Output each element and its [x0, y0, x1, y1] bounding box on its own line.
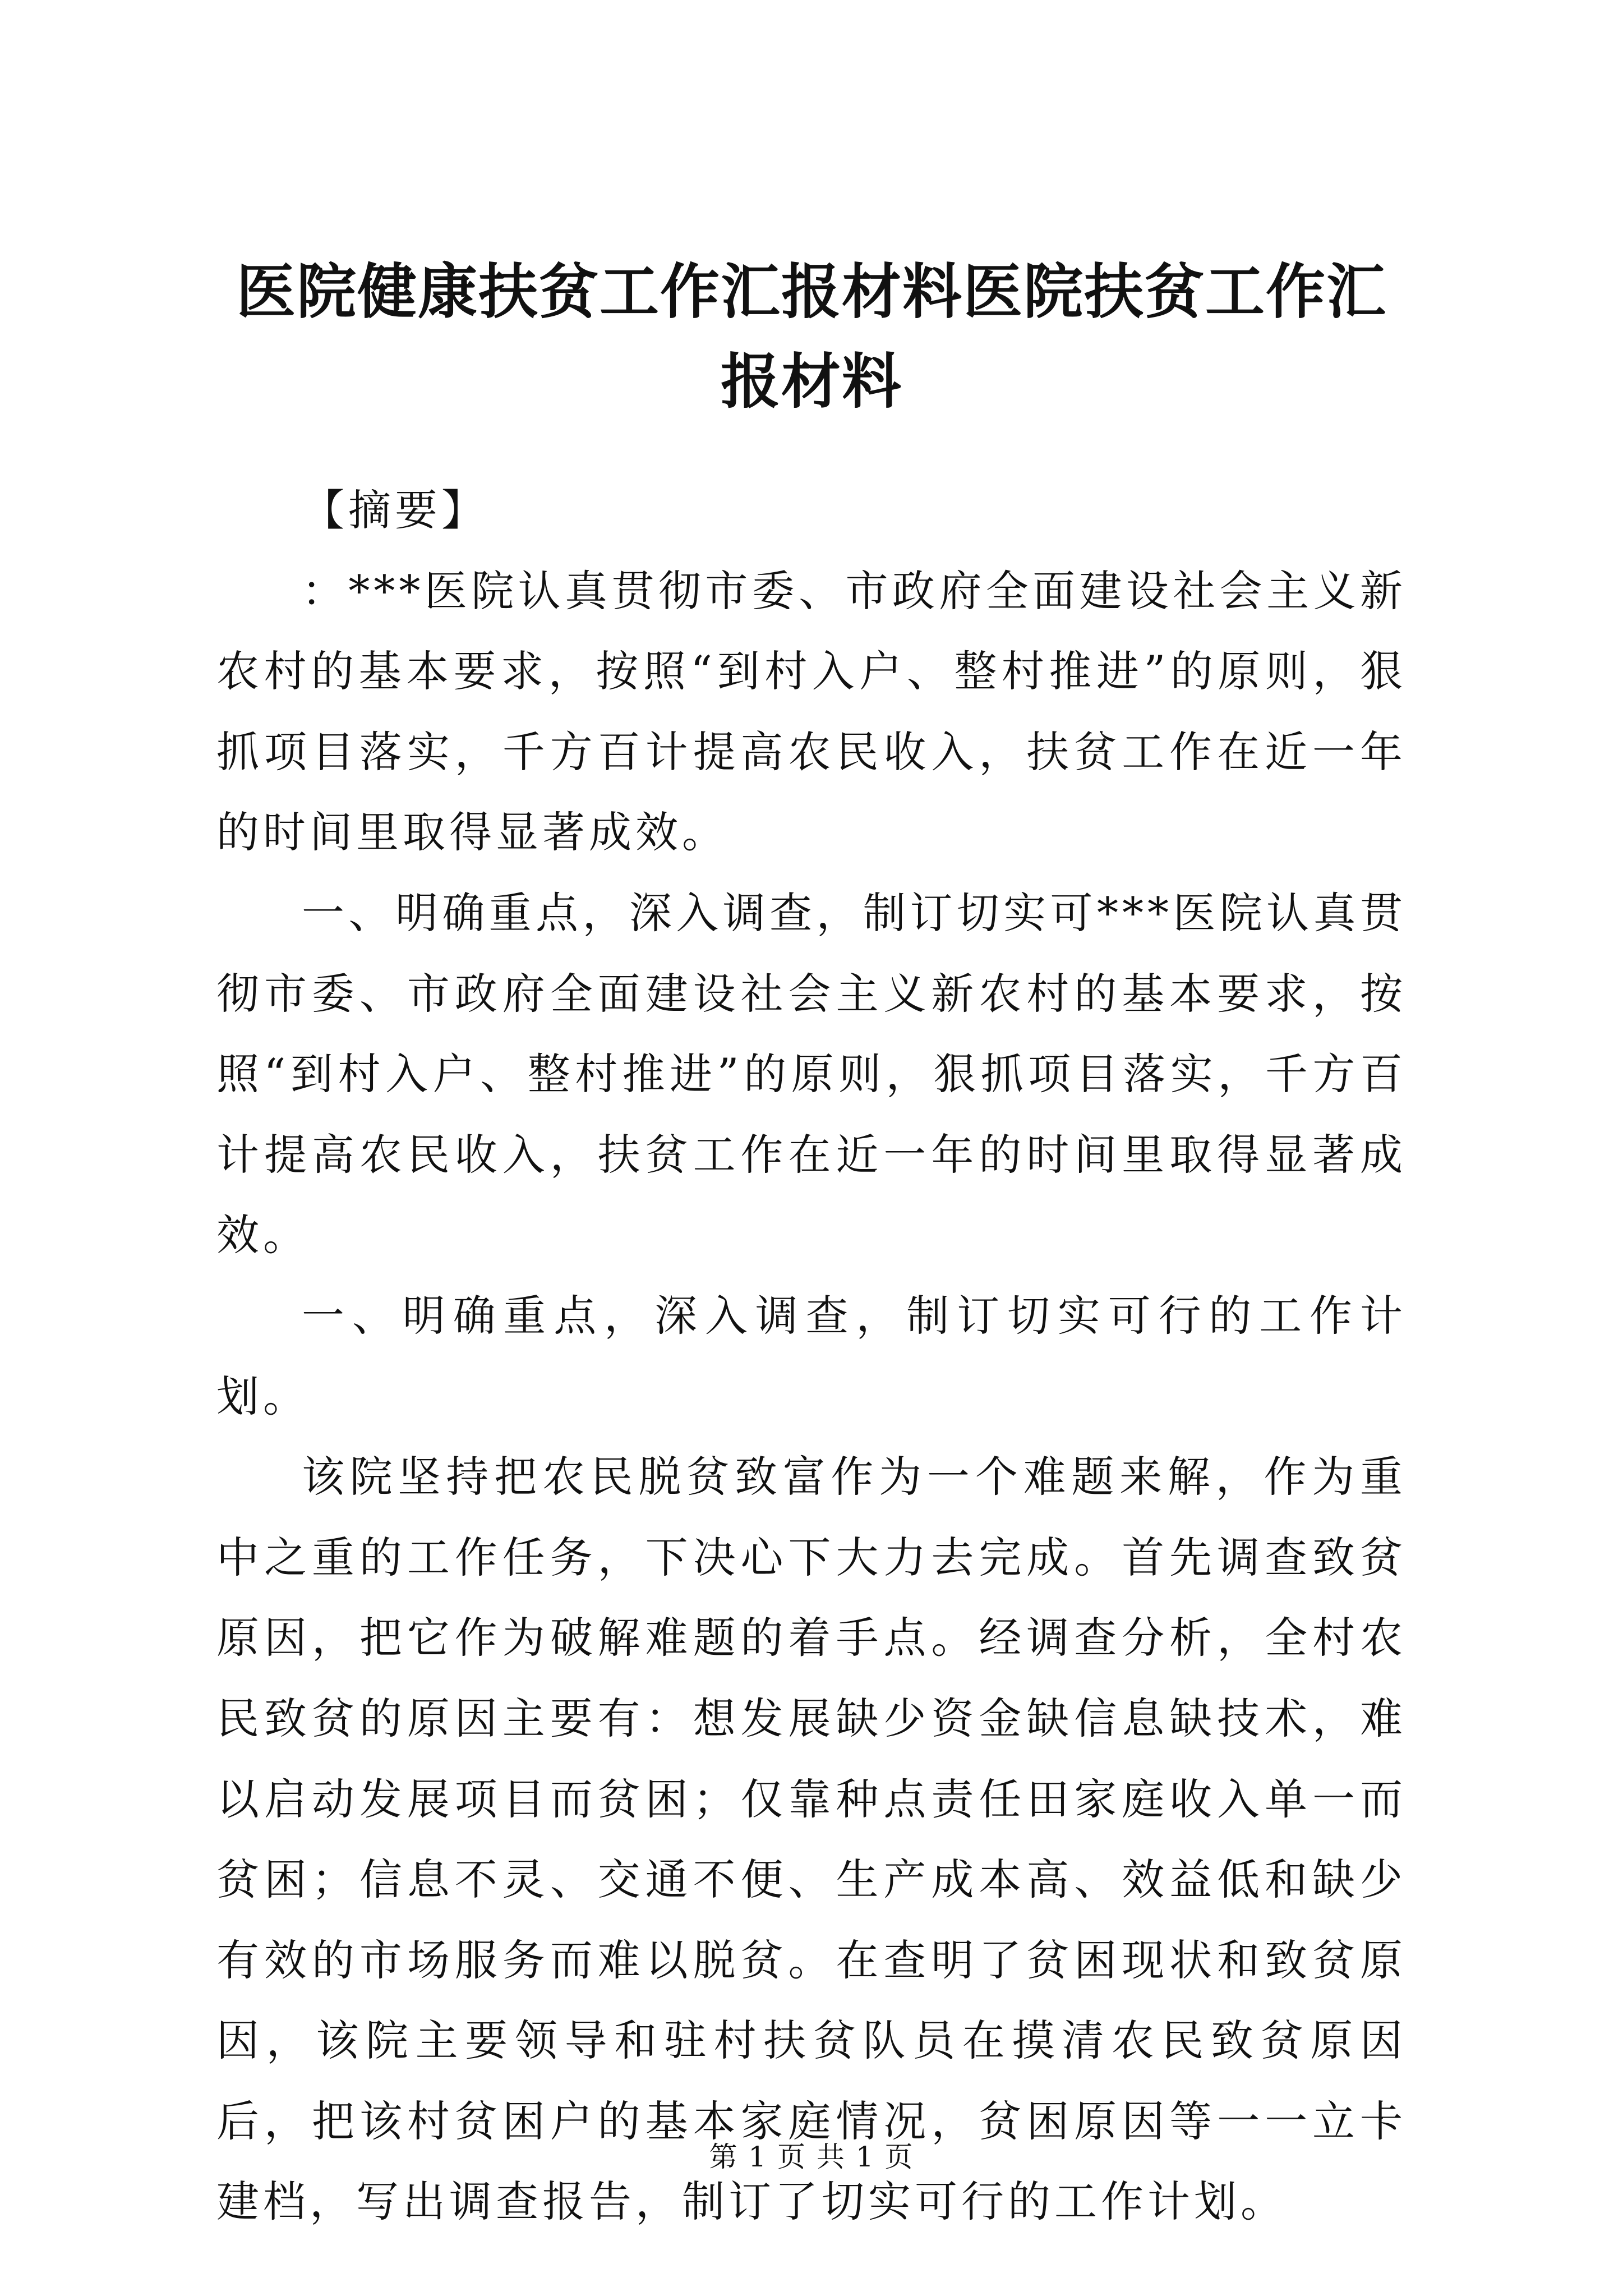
document-body: [216, 470, 1407, 2242]
page-footer: 第 1 页 共 1 页: [709, 2141, 914, 2173]
document-title: 医院健康扶贫工作汇报材料医院扶贫工作汇报材料: [236, 256, 1387, 416]
paragraph-investigation: 该院坚持把农民脱贫致富作为一个难题来解，作为重中之重的工作任务，下决心下大力去完成。首先调查致贫原因，把它作为破解难题的着手点。经调查分析，全村农民致贫的原因主要有：想发展缺少资金缺信息缺技术，难以启动发展项目而贫困；仅靠种点责任田家庭收入单一而贫困；信息不灵、交通不便、生产成本高、效益低和缺少有效的市场服务而难以脱贫。在查明了贫困现状和致贫原因，该院主要领导和驻村扶贫队员在摸清农民致贫原因后，把该村贫困户的基本家庭情况，贫困原因等一一立卡建档，写出调查报告，制订了切实可行的工作计划。: [216, 1452, 1407, 2227]
abstract-heading: 【摘要】: [302, 485, 488, 535]
paragraph-abstract: ：***医院认真贯彻市委、市政府全面建设社会主义新农村的基本要求，按照“到村入户、整村推进”的原则，狠抓项目落实，千方百计提高农民收入，扶贫工作在近一年的时间里取得显著成效。: [216, 565, 1407, 858]
section-one-heading: 一、明确重点，深入调查，制订切实可行的工作计划。: [216, 1290, 1407, 1421]
paragraph-section-one-intro: 一、明确重点，深入调查，制订切实可***医院认真贯彻市委、市政府全面建设社会主义新农村的基本要求，按照“到村入户、整村推进”的原则，狠抓项目落实，千方百计提高农民收入，扶贫工作在近一年的时间里取得显著成效。: [216, 887, 1407, 1260]
